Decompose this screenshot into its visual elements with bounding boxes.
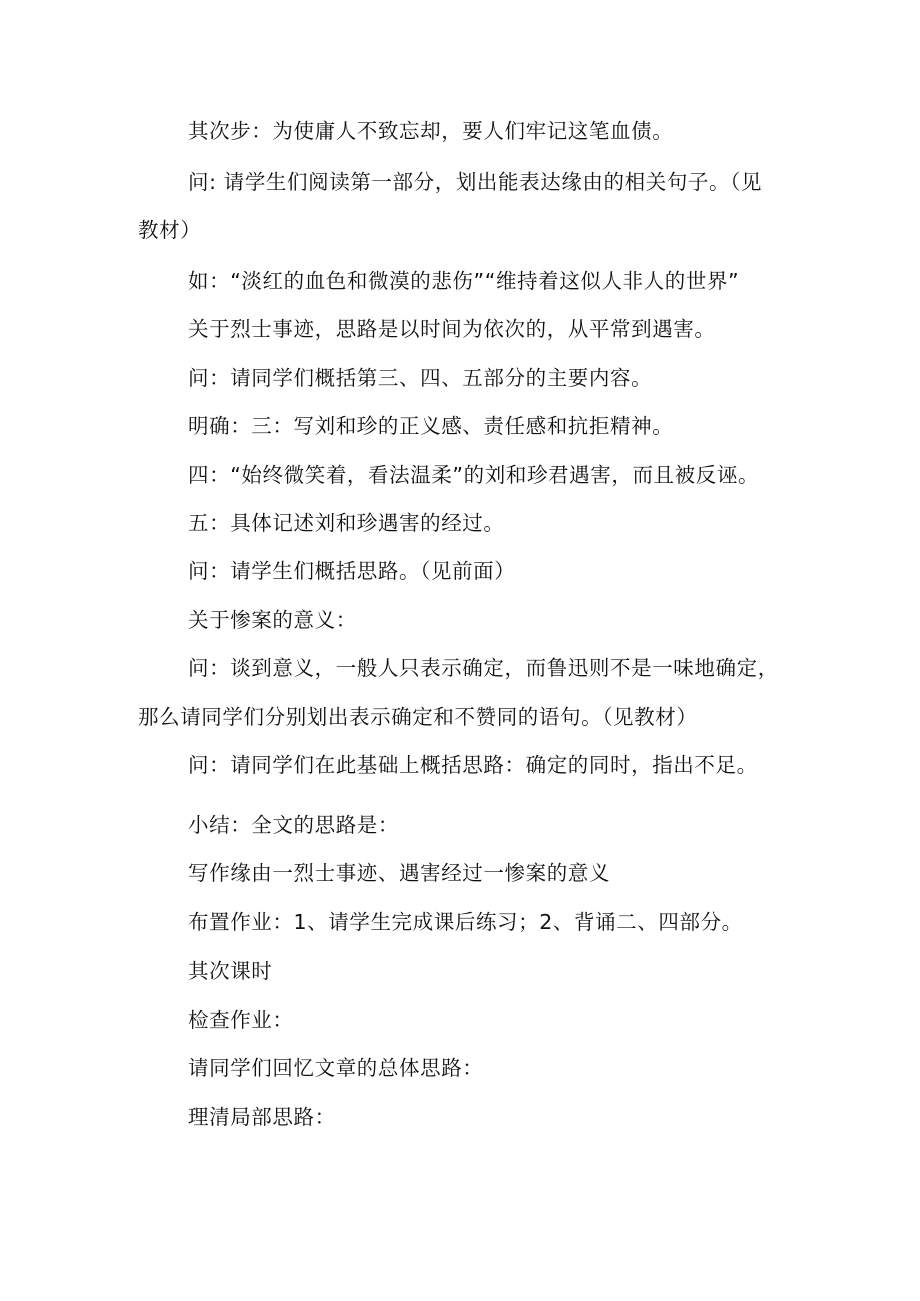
paragraph-question-basis: 问：请同学们在此基础上概括思路：确定的同时，指出不足。 (188, 753, 758, 777)
paragraph-step-two: 其次步：为使庸人不致忘却，要人们牢记这笔血债。 (188, 119, 674, 143)
paragraph-example-quotes: 如：“淡红的血色和微漠的悲伤”“维持着这似人非人的世界” (188, 269, 740, 293)
paragraph-summary-train: 写作缘由一烈士事迹、遇害经过一惨案的意义 (188, 861, 610, 885)
paragraph-question-significance: 问：谈到意义，一般人只表示确定，而鲁迅则不是一味地确定， (188, 656, 779, 680)
paragraph-martyr-deeds: 关于烈士事迹，思路是以时间为依次的，从平常到遇害。 (188, 317, 716, 341)
paragraph-four: 四：“始终微笑着，看法温柔”的刘和珍君遇害，而且被反诬。 (188, 463, 760, 487)
paragraph-significance-heading: 关于惨案的意义： (188, 608, 357, 632)
paragraph-local-train: 理清局部思路： (188, 1105, 336, 1129)
paragraph-five: 五：具体记述刘和珍遇害的经过。 (188, 511, 505, 535)
paragraph-question-summary: 问：请同学们概括第三、四、五部分的主要内容。 (188, 366, 653, 390)
paragraph-homework: 布置作业：1、请学生完成课后练习；2、背诵二、四部分。 (188, 910, 743, 934)
paragraph-check-homework: 检查作业： (188, 1008, 294, 1032)
paragraph-question-train: 问：请学生们概括思路。（见前面） (188, 559, 516, 583)
paragraph-second-lesson: 其次课时 (188, 959, 273, 983)
paragraph-question-reason-continued: 教材） (138, 218, 202, 242)
paragraph-summary: 小结：全文的思路是： (188, 813, 399, 837)
paragraph-recall-train: 请同学们回忆文章的总体思路： (188, 1056, 484, 1080)
paragraph-clarify-three: 明确：三：写刘和珍的正义感、责任感和抗拒精神。 (188, 414, 674, 438)
paragraph-question-significance-continued: 那么请同学们分别划出表示确定和不赞同的语句。（见教材） (138, 705, 698, 729)
paragraph-question-reason: 问: 请学生们阅读第一部分，划出能表达缘由的相关句子。（见 (188, 170, 763, 194)
